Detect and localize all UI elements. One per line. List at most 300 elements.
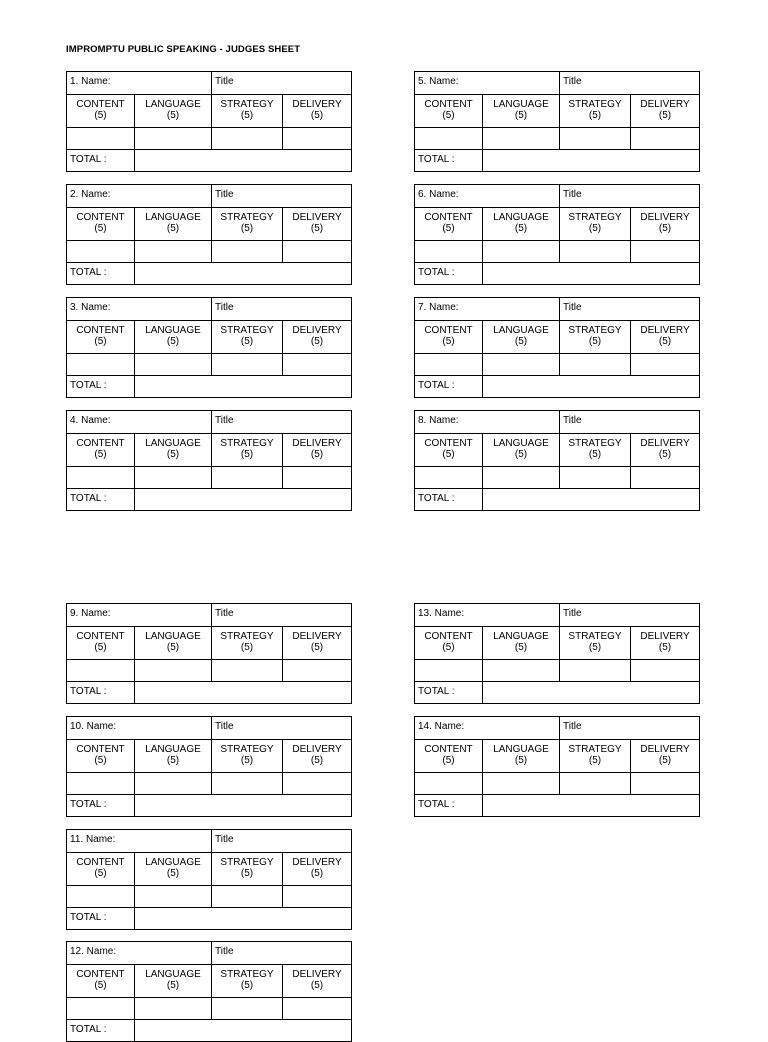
score-card-10 — [66, 716, 352, 817]
total-label: TOTAL : — [67, 489, 135, 510]
contestant-name-label[interactable]: 14. Name: — [415, 717, 560, 739]
header-delivery — [283, 208, 351, 240]
criteria-header-row — [67, 208, 351, 241]
criterion-name: DELIVERY — [292, 631, 342, 642]
criterion-name: CONTENT — [76, 438, 125, 449]
criterion-name: LANGUAGE — [145, 857, 201, 868]
strategy-score-input[interactable] — [212, 241, 282, 262]
speech-title-label[interactable]: Title — [215, 721, 234, 732]
content-score-cell — [67, 241, 135, 262]
contestant-name-label[interactable]: 6. Name: — [415, 185, 560, 207]
speech-title-label[interactable]: Title — [563, 415, 582, 426]
score-row — [415, 241, 699, 263]
criterion-name: CONTENT — [76, 325, 125, 336]
delivery-score-input[interactable] — [631, 354, 699, 375]
language-score-cell — [483, 660, 560, 681]
criterion-max: (5) — [514, 223, 528, 234]
content-score-cell — [415, 773, 483, 794]
header-strategy — [560, 740, 631, 772]
language-score-input[interactable] — [483, 660, 559, 681]
language-score-cell — [483, 773, 560, 794]
criterion-max: (5) — [310, 336, 324, 347]
criteria-header-row — [67, 321, 351, 354]
criterion-name: STRATEGY — [220, 744, 274, 755]
total-score-cell — [135, 376, 351, 397]
score-card-11 — [66, 829, 352, 930]
delivery-score-input[interactable] — [283, 886, 351, 907]
total-score-input[interactable] — [483, 376, 699, 397]
criterion-name: DELIVERY — [292, 969, 342, 980]
delivery-score-input[interactable] — [283, 660, 351, 681]
total-label: TOTAL : — [67, 795, 135, 816]
strategy-score-cell — [212, 241, 283, 262]
contestant-name-label[interactable]: 13. Name: — [415, 604, 560, 626]
total-score-cell — [483, 795, 699, 816]
strategy-score-input[interactable] — [212, 773, 282, 794]
language-score-cell — [135, 886, 212, 907]
delivery-score-input[interactable] — [631, 241, 699, 262]
header-strategy — [212, 853, 283, 885]
score-row — [67, 998, 351, 1020]
criterion-name: LANGUAGE — [493, 325, 549, 336]
header-strategy — [212, 740, 283, 772]
strategy-score-input[interactable] — [212, 467, 282, 488]
total-row — [67, 263, 351, 284]
total-label: TOTAL : — [67, 682, 135, 703]
content-score-input[interactable] — [415, 128, 482, 149]
total-score-input[interactable] — [135, 150, 351, 171]
strategy-score-input[interactable] — [560, 128, 630, 149]
language-score-cell — [135, 660, 212, 681]
language-score-input[interactable] — [483, 467, 559, 488]
total-label: TOTAL : — [67, 376, 135, 397]
total-score-input[interactable] — [135, 908, 351, 929]
delivery-score-input[interactable] — [631, 660, 699, 681]
delivery-score-input[interactable] — [631, 467, 699, 488]
strategy-score-input[interactable] — [212, 354, 282, 375]
content-score-input[interactable] — [67, 354, 134, 375]
language-score-input[interactable] — [135, 886, 211, 907]
language-score-cell — [135, 998, 212, 1019]
speech-title-label[interactable]: Title — [215, 76, 234, 87]
criterion-name: STRATEGY — [220, 631, 274, 642]
header-language — [483, 627, 560, 659]
speech-title-label[interactable]: Title — [563, 608, 582, 619]
criterion-name: DELIVERY — [292, 857, 342, 868]
language-score-input[interactable] — [483, 128, 559, 149]
score-card-6 — [414, 184, 700, 285]
strategy-score-input[interactable] — [560, 773, 630, 794]
header-delivery — [283, 95, 351, 127]
criterion-name: LANGUAGE — [493, 99, 549, 110]
criterion-max: (5) — [94, 980, 107, 991]
speech-title-label[interactable]: Title — [215, 608, 234, 619]
criterion-max: (5) — [514, 336, 528, 347]
header-delivery — [283, 627, 351, 659]
language-score-input[interactable] — [135, 660, 211, 681]
criteria-header-row — [415, 740, 699, 773]
header-strategy — [212, 95, 283, 127]
contestant-name-label[interactable]: 5. Name: — [415, 72, 560, 94]
criteria-header-row — [67, 434, 351, 467]
score-row — [67, 354, 351, 376]
header-content — [415, 321, 483, 353]
delivery-score-cell — [283, 660, 351, 681]
criterion-name: CONTENT — [424, 631, 473, 642]
criterion-max: (5) — [442, 223, 455, 234]
criterion-max: (5) — [310, 642, 324, 653]
delivery-score-cell — [283, 354, 351, 375]
delivery-score-input[interactable] — [283, 128, 351, 149]
content-score-input[interactable] — [415, 467, 482, 488]
header-content — [415, 208, 483, 240]
criterion-max: (5) — [514, 755, 528, 766]
header-delivery — [283, 740, 351, 772]
language-score-cell — [135, 128, 212, 149]
criterion-name: STRATEGY — [568, 325, 622, 336]
total-row — [415, 150, 699, 171]
total-label: TOTAL : — [415, 795, 483, 816]
language-score-input[interactable] — [483, 354, 559, 375]
delivery-score-input[interactable] — [283, 354, 351, 375]
header-delivery — [283, 853, 351, 885]
contestant-name-label[interactable]: 2. Name: — [67, 185, 212, 207]
delivery-score-cell — [283, 998, 351, 1019]
total-row — [415, 489, 699, 510]
strategy-score-input[interactable] — [560, 354, 630, 375]
criterion-max: (5) — [658, 642, 672, 653]
score-card-13 — [414, 603, 700, 704]
header-language — [135, 208, 212, 240]
score-row — [415, 467, 699, 489]
delivery-score-input[interactable] — [631, 773, 699, 794]
language-score-input[interactable] — [483, 241, 559, 262]
header-content — [67, 627, 135, 659]
total-score-cell — [135, 682, 351, 703]
criterion-max: (5) — [588, 223, 602, 234]
criterion-max: (5) — [658, 223, 672, 234]
criterion-max: (5) — [588, 110, 602, 121]
total-score-cell — [135, 908, 351, 929]
content-score-input[interactable] — [67, 660, 134, 681]
criterion-max: (5) — [658, 755, 672, 766]
criterion-max: (5) — [94, 449, 107, 460]
total-score-input[interactable] — [135, 263, 351, 284]
speech-title-label[interactable]: Title — [215, 834, 234, 845]
card-name-row — [67, 411, 351, 434]
content-score-cell — [67, 886, 135, 907]
criterion-name: STRATEGY — [220, 325, 274, 336]
card-name-row — [67, 717, 351, 740]
total-score-input[interactable] — [483, 263, 699, 284]
contestant-name-label[interactable]: 12. Name: — [67, 942, 212, 964]
strategy-score-cell — [212, 998, 283, 1019]
criterion-name: CONTENT — [76, 969, 125, 980]
criterion-name: CONTENT — [424, 99, 473, 110]
score-card-2 — [66, 184, 352, 285]
criterion-name: LANGUAGE — [145, 325, 201, 336]
card-name-row — [415, 72, 699, 95]
speech-title-label[interactable]: Title — [563, 721, 582, 732]
card-name-row — [67, 604, 351, 627]
total-score-input[interactable] — [135, 489, 351, 510]
total-score-cell — [483, 376, 699, 397]
speech-title-label[interactable]: Title — [563, 76, 582, 87]
total-score-input[interactable] — [135, 682, 351, 703]
header-language — [135, 853, 212, 885]
content-score-input[interactable] — [67, 241, 134, 262]
strategy-score-cell — [560, 773, 631, 794]
header-delivery — [631, 434, 699, 466]
criterion-max: (5) — [240, 642, 254, 653]
criterion-name: LANGUAGE — [145, 99, 201, 110]
content-score-input[interactable] — [67, 128, 134, 149]
content-score-input[interactable] — [67, 773, 134, 794]
speech-title-label[interactable]: Title — [215, 302, 234, 313]
strategy-score-input[interactable] — [560, 660, 630, 681]
contestant-name-label[interactable]: 7. Name: — [415, 298, 560, 320]
criterion-max: (5) — [166, 980, 180, 991]
language-score-input[interactable] — [483, 773, 559, 794]
criterion-name: STRATEGY — [220, 99, 274, 110]
delivery-score-input[interactable] — [283, 773, 351, 794]
criterion-max: (5) — [240, 223, 254, 234]
contestant-name-label[interactable]: 9. Name: — [67, 604, 212, 626]
contestant-name-label[interactable]: 4. Name: — [67, 411, 212, 433]
content-score-input[interactable] — [67, 998, 134, 1019]
score-card-12 — [66, 941, 352, 1042]
speech-title-label[interactable]: Title — [563, 302, 582, 313]
total-score-cell — [135, 1020, 351, 1041]
content-score-cell — [67, 467, 135, 488]
criterion-max: (5) — [240, 110, 254, 121]
contestant-name-label[interactable]: 11. Name: — [67, 830, 212, 852]
criterion-name: LANGUAGE — [493, 212, 549, 223]
strategy-score-cell — [212, 354, 283, 375]
criterion-max: (5) — [658, 110, 672, 121]
header-delivery — [283, 321, 351, 353]
total-label: TOTAL : — [415, 263, 483, 284]
criterion-max: (5) — [514, 449, 528, 460]
header-language — [135, 321, 212, 353]
criterion-name: DELIVERY — [292, 99, 342, 110]
delivery-score-input[interactable] — [283, 998, 351, 1019]
content-score-cell — [67, 773, 135, 794]
header-strategy — [560, 627, 631, 659]
criterion-max: (5) — [94, 223, 107, 234]
criterion-max: (5) — [240, 336, 254, 347]
criterion-name: LANGUAGE — [493, 631, 549, 642]
content-score-input[interactable] — [415, 241, 482, 262]
total-row — [67, 1020, 351, 1041]
speech-title-label[interactable]: Title — [215, 189, 234, 200]
header-content — [415, 627, 483, 659]
criterion-max: (5) — [94, 868, 107, 879]
strategy-score-input[interactable] — [212, 998, 282, 1019]
total-label: TOTAL : — [67, 150, 135, 171]
language-score-input[interactable] — [135, 998, 211, 1019]
total-label: TOTAL : — [415, 150, 483, 171]
total-score-input[interactable] — [135, 1020, 351, 1041]
contestant-name-label[interactable]: 8. Name: — [415, 411, 560, 433]
criterion-name: DELIVERY — [292, 438, 342, 449]
language-score-input[interactable] — [135, 241, 211, 262]
strategy-score-input[interactable] — [560, 241, 630, 262]
card-name-row — [67, 185, 351, 208]
total-score-input[interactable] — [483, 795, 699, 816]
header-delivery — [631, 321, 699, 353]
content-score-input[interactable] — [67, 467, 134, 488]
header-content — [67, 434, 135, 466]
strategy-score-input[interactable] — [212, 886, 282, 907]
total-score-cell — [483, 150, 699, 171]
criterion-name: CONTENT — [424, 744, 473, 755]
language-score-input[interactable] — [135, 773, 211, 794]
criterion-max: (5) — [240, 980, 254, 991]
total-row — [415, 263, 699, 284]
strategy-score-input[interactable] — [212, 128, 282, 149]
total-score-input[interactable] — [483, 489, 699, 510]
criterion-name: CONTENT — [76, 99, 125, 110]
header-language — [135, 95, 212, 127]
criterion-max: (5) — [514, 642, 528, 653]
criterion-name: DELIVERY — [640, 438, 690, 449]
criterion-name: LANGUAGE — [145, 969, 201, 980]
criterion-name: DELIVERY — [640, 99, 690, 110]
strategy-score-cell — [212, 660, 283, 681]
delivery-score-cell — [631, 128, 699, 149]
criterion-name: LANGUAGE — [493, 438, 549, 449]
language-score-input[interactable] — [135, 354, 211, 375]
total-score-cell — [483, 489, 699, 510]
criterion-name: LANGUAGE — [145, 631, 201, 642]
delivery-score-input[interactable] — [283, 467, 351, 488]
header-content — [67, 740, 135, 772]
criterion-name: DELIVERY — [640, 325, 690, 336]
total-label: TOTAL : — [67, 908, 135, 929]
content-score-input[interactable] — [415, 773, 482, 794]
delivery-score-input[interactable] — [631, 128, 699, 149]
content-score-cell — [415, 128, 483, 149]
criterion-name: STRATEGY — [568, 99, 622, 110]
criterion-max: (5) — [166, 223, 180, 234]
contestant-name-label[interactable]: 1. Name: — [67, 72, 212, 94]
total-label: TOTAL : — [67, 1020, 135, 1041]
criterion-max: (5) — [310, 110, 324, 121]
criterion-max: (5) — [658, 336, 672, 347]
criterion-max: (5) — [514, 110, 528, 121]
criterion-name: STRATEGY — [568, 212, 622, 223]
delivery-score-cell — [283, 886, 351, 907]
criterion-name: CONTENT — [424, 212, 473, 223]
score-card-14 — [414, 716, 700, 817]
criteria-header-row — [67, 627, 351, 660]
header-content — [415, 434, 483, 466]
criterion-name: DELIVERY — [292, 744, 342, 755]
criterion-name: CONTENT — [76, 631, 125, 642]
strategy-score-input[interactable] — [560, 467, 630, 488]
total-row — [415, 795, 699, 816]
language-score-cell — [135, 354, 212, 375]
delivery-score-cell — [631, 660, 699, 681]
total-score-input[interactable] — [483, 150, 699, 171]
score-row — [415, 354, 699, 376]
criterion-max: (5) — [166, 449, 180, 460]
criterion-max: (5) — [166, 642, 180, 653]
score-card-1 — [66, 71, 352, 172]
criterion-max: (5) — [310, 755, 324, 766]
sheet-title: IMPROMPTU PUBLIC SPEAKING - JUDGES SHEET — [66, 44, 301, 55]
criterion-name: STRATEGY — [568, 744, 622, 755]
speech-title-label[interactable]: Title — [215, 415, 234, 426]
total-row — [67, 682, 351, 703]
criterion-max: (5) — [240, 755, 254, 766]
header-strategy — [212, 208, 283, 240]
delivery-score-cell — [631, 467, 699, 488]
header-language — [135, 434, 212, 466]
score-row — [415, 128, 699, 150]
content-score-cell — [67, 660, 135, 681]
total-label: TOTAL : — [415, 376, 483, 397]
total-row — [67, 908, 351, 929]
score-card-5 — [414, 71, 700, 172]
criterion-name: DELIVERY — [640, 212, 690, 223]
total-row — [67, 795, 351, 816]
criterion-max: (5) — [442, 449, 455, 460]
criterion-max: (5) — [442, 110, 455, 121]
score-row — [67, 886, 351, 908]
criterion-name: STRATEGY — [568, 438, 622, 449]
delivery-score-cell — [631, 773, 699, 794]
total-label: TOTAL : — [415, 489, 483, 510]
total-row — [415, 682, 699, 703]
criterion-name: LANGUAGE — [493, 744, 549, 755]
header-content — [67, 208, 135, 240]
score-row — [67, 660, 351, 682]
delivery-score-input[interactable] — [283, 241, 351, 262]
language-score-cell — [135, 773, 212, 794]
content-score-input[interactable] — [415, 660, 482, 681]
contestant-name-label[interactable]: 10. Name: — [67, 717, 212, 739]
strategy-score-cell — [560, 660, 631, 681]
criterion-max: (5) — [588, 755, 602, 766]
criteria-header-row — [415, 208, 699, 241]
criterion-max: (5) — [240, 449, 254, 460]
content-score-cell — [415, 660, 483, 681]
criterion-name: LANGUAGE — [145, 744, 201, 755]
header-strategy — [560, 434, 631, 466]
header-language — [483, 434, 560, 466]
score-card-7 — [414, 297, 700, 398]
language-score-input[interactable] — [135, 467, 211, 488]
total-row — [67, 150, 351, 171]
language-score-input[interactable] — [135, 128, 211, 149]
total-score-input[interactable] — [135, 376, 351, 397]
delivery-score-cell — [631, 241, 699, 262]
header-content — [67, 95, 135, 127]
total-score-input[interactable] — [483, 682, 699, 703]
contestant-name-label[interactable]: 3. Name: — [67, 298, 212, 320]
content-score-input[interactable] — [67, 886, 134, 907]
score-row — [415, 660, 699, 682]
content-score-input[interactable] — [415, 354, 482, 375]
criteria-header-row — [415, 321, 699, 354]
total-score-cell — [135, 795, 351, 816]
speech-title-label[interactable]: Title — [563, 189, 582, 200]
total-score-input[interactable] — [135, 795, 351, 816]
speech-title-label[interactable]: Title — [215, 946, 234, 957]
strategy-score-input[interactable] — [212, 660, 282, 681]
